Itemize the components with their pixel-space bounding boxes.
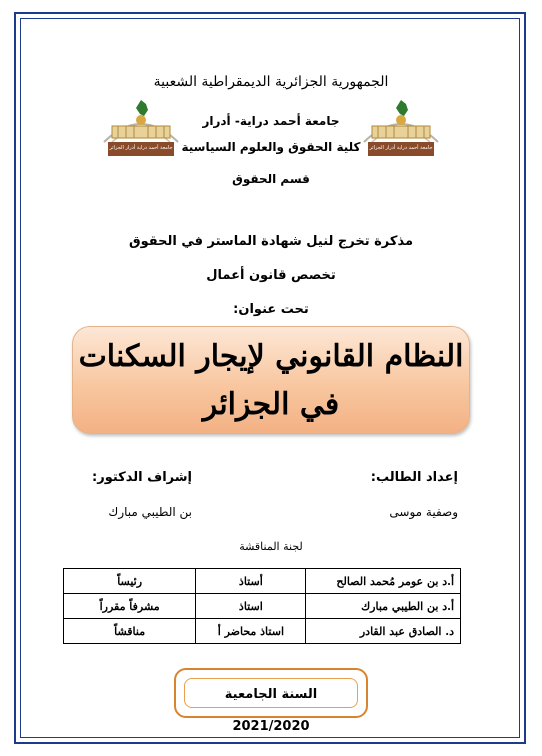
member-name: أ.د بن الطيبي مبارك xyxy=(306,594,461,619)
committee-table xyxy=(63,568,461,644)
academic-year-box xyxy=(174,668,368,734)
supervisor-label: إشراف الدكتور: xyxy=(92,470,192,485)
member-rank: استاذ xyxy=(196,594,306,619)
member-role: رئيساً xyxy=(64,569,196,594)
university-logo-left xyxy=(102,98,180,158)
member-rank: استاذ محاضر أ xyxy=(196,619,306,644)
thesis-title-box xyxy=(72,326,470,434)
logo-caption: جامعة أحمد دراية أدرار الجزائر xyxy=(369,145,433,151)
department-name: قسم الحقوق xyxy=(232,172,310,186)
supervisor-name: بن الطيبي مبارك xyxy=(108,505,192,519)
university-name: جامعة أحمد دراية- أدرار xyxy=(202,114,340,128)
table-row xyxy=(64,569,461,594)
university-logo-right xyxy=(362,98,440,158)
member-name: د. الصادق عبد القادر xyxy=(306,619,461,644)
academic-year: السنة الجامعية 2021/2020 xyxy=(184,678,358,708)
thesis-title-line-2: في الجزائر xyxy=(202,387,340,422)
student-name: وصفية موسى xyxy=(389,505,458,519)
logo-caption: جامعة أحمد دراية أدرار الجزائر xyxy=(109,145,173,151)
republic-name: الجمهورية الجزائرية الديمقراطية الشعبية xyxy=(153,74,389,90)
member-rank: أستاذ xyxy=(196,569,306,594)
table-row xyxy=(64,594,461,619)
committee-title: لجنة المناقشة xyxy=(239,540,303,553)
member-name: أ.د بن عومر مُحمد الصالح xyxy=(306,569,461,594)
specialty-line: تخصص قانون أعمال xyxy=(206,268,336,283)
thesis-title-line-1: النظام القانوني لإيجار السكنات xyxy=(78,339,464,374)
student-label: إعداد الطالب: xyxy=(370,470,458,485)
degree-line: مذكرة تخرج لنيل شهادة الماستر في الحقوق xyxy=(128,234,414,249)
table-row xyxy=(64,619,461,644)
under-title-label: تحت عنوان: xyxy=(233,302,309,317)
faculty-name: كلية الحقوق والعلوم السياسية xyxy=(181,140,361,154)
member-role: مشرفاً مقرراً xyxy=(64,594,196,619)
member-role: مناقشاً xyxy=(64,619,196,644)
